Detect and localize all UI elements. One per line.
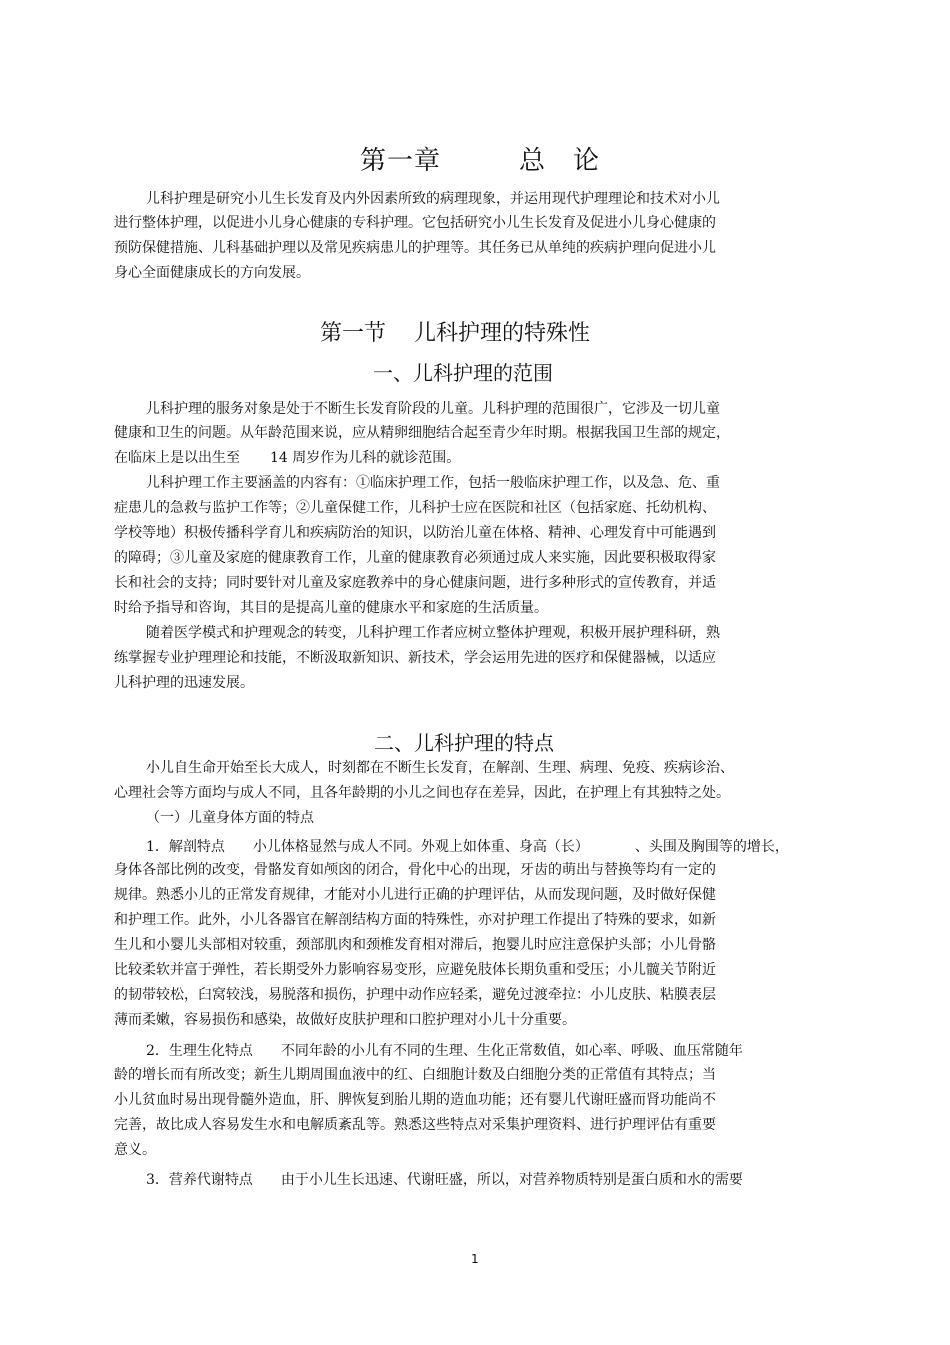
item3-label: 3．营养代谢特点 xyxy=(146,1172,253,1188)
page-number: 1 xyxy=(471,1252,479,1266)
chapter-title: 总 论 xyxy=(519,146,601,176)
scope-line-5: 症患儿的急救与监护工作等；②儿童保健工作，儿科护士应在医院和社区（包括家庭、托幼机构、 xyxy=(114,500,716,516)
item1-first-a: 小儿体格显然与成人不同。外观上如体重、身高（长） xyxy=(252,839,589,855)
scope-line-2: 健康和卫生的问题。从年龄范围来说，应从精卵细胞结合起至青少年时期。根据我国卫生部的规定， xyxy=(114,425,730,441)
item1-label: 1．解剖特点 xyxy=(146,839,225,855)
intro-line-1: 儿科护理是研究小儿生长发育及内外因素所致的病理现象，并运用现代护理理论和技术对小儿 xyxy=(146,191,720,207)
features-line-2: 心理社会等方面均与成人不同，且各年龄期的小儿之间也存在差异，因此，在护理上有其独特之处。 xyxy=(114,785,730,801)
scope-line-4: 儿科护理工作主要涵盖的内容有：①临床护理工作，包括一般临床护理工作，以及急、危、重 xyxy=(146,475,720,491)
item1-line-5: 生儿和小婴儿头部相对较重，颈部肌肉和颈椎发育相对滞后，抱婴儿时应注意保护头部；小儿骨骼 xyxy=(114,937,716,953)
section-heading xyxy=(320,316,590,347)
subsection-heading-features: 二、儿科护理的特点 xyxy=(374,731,554,755)
item1-line-3: 规律。熟悉小儿的正常发育规律，才能对小儿进行正确的护理评估，从而发现问题，及时做好保健 xyxy=(114,887,716,903)
features-line-1: 小儿自生命开始至长大成人，时刻都在不断生长发育，在解剖、生理、病理、免疫、疾病诊治、 xyxy=(146,760,734,776)
scope-line-11: 练掌握专业护理理论和技能，不断汲取新知识、新技术，学会运用先进的医疗和保健器械，以适应 xyxy=(114,650,716,666)
scope-line-3 xyxy=(114,446,460,470)
item2-line-2: 龄的增长而有所改变；新生儿期周围血液中的红、白细胞计数及白细胞分类的正常值有其特点；当 xyxy=(114,1067,716,1083)
item1-line-7: 的韧带较松，臼窝较浅，易脱落和损伤，护理中动作应轻柔，避免过渡牵拉：小儿皮肤、粘膜表层 xyxy=(114,987,716,1003)
chapter-label: 第一章 xyxy=(360,146,442,176)
item1-first-line xyxy=(146,835,789,859)
scope-line-9: 时给予指导和咨询，其目的是提高儿童的健康水平和家庭的生活质量。 xyxy=(114,600,548,616)
item1-first-b: 、头围及胸围等的增长， xyxy=(634,839,789,855)
item1-line-6: 比较柔软并富于弹性，若长期受外力影响容易变形，应避免肢体长期负重和受压；小儿髋关节附近 xyxy=(114,962,716,978)
intro-line-4: 身心全面健康成长的方向发展。 xyxy=(114,265,310,281)
item1-line-2: 身体各部比例的改变，骨骼发育如颅囟的闭合，骨化中心的出现，牙齿的萌出与替换等均有一定的 xyxy=(114,862,716,878)
item2-label: 2．生理生化特点 xyxy=(146,1043,253,1059)
scope-line-6: 学校等地）积极传播科学育儿和疾病防治的知识，以防治儿童在体格、精神、心理发育中可能遇到 xyxy=(114,525,716,541)
item3-first-line xyxy=(146,1168,743,1192)
item2-first-line xyxy=(146,1039,743,1063)
scope-line-8: 长和社会的支持；同时要针对儿童及家庭教养中的身心健康问题，进行多种形式的宣传教育，并适 xyxy=(114,575,716,591)
section-label: 第一节 xyxy=(320,321,387,346)
item2-line-4: 完善，故比成人容易发生水和电解质紊乱等。熟悉这些特点对采集护理资料、进行护理评估有重要 xyxy=(114,1117,716,1133)
item2-line-5: 意义。 xyxy=(114,1142,156,1158)
scope-line-1: 儿科护理的服务对象是处于不断生长发育阶段的儿童。儿科护理的范围很广，它涉及一切儿童 xyxy=(146,401,720,417)
scope-line-3a: 在临床上是以出生至 xyxy=(114,450,240,466)
item2-line-3: 小儿贫血时易出现骨髓外造血，肝、脾恢复到胎儿期的造血功能；还有婴儿代谢旺盛而肾功能尚不 xyxy=(114,1092,716,1108)
scope-line-12: 儿科护理的迅速发展。 xyxy=(114,675,254,691)
subsection-heading-scope: 一、儿科护理的范围 xyxy=(373,361,553,385)
item1-line-8: 薄而柔嫩，容易损伤和感染，故做好皮肤护理和口腔护理对小儿十分重要。 xyxy=(114,1012,576,1028)
scope-line-7: 的障碍；③儿童及家庭的健康教育工作，儿童的健康教育必须通过成人来实施，因此要积极取得家 xyxy=(114,550,716,566)
item3-first: 由于小儿生长迅速、代谢旺盛，所以，对营养物质特别是蛋白质和水的需要 xyxy=(280,1172,743,1188)
intro-line-3: 预防保健措施、儿科基础护理以及常见疾病患儿的护理等。其任务已从单纯的疾病护理向促进小儿 xyxy=(114,240,716,256)
item1-line-4: 和护理工作。此外，小儿各器官在解剖结构方面的特殊性，亦对护理工作提出了特殊的要求，如新 xyxy=(114,912,716,928)
scope-line-10: 随着医学模式和护理观念的转变，儿科护理工作者应树立整体护理观，积极开展护理科研，熟 xyxy=(146,625,720,641)
item2-first: 不同年龄的小儿有不同的生理、生化正常数值，如心率、呼吸、血压常随年 xyxy=(280,1043,743,1059)
section-title: 儿科护理的特殊性 xyxy=(414,321,591,346)
chapter-heading xyxy=(360,140,600,177)
intro-line-2: 进行整体护理，以促进小儿身心健康的专科护理。它包括研究小儿生长发育及促进小儿身心健康的 xyxy=(114,215,716,231)
features-subheading: （一）儿童身体方面的特点 xyxy=(146,810,314,826)
scope-line-3b: 14 周岁作为儿科的就诊范围。 xyxy=(270,450,461,466)
